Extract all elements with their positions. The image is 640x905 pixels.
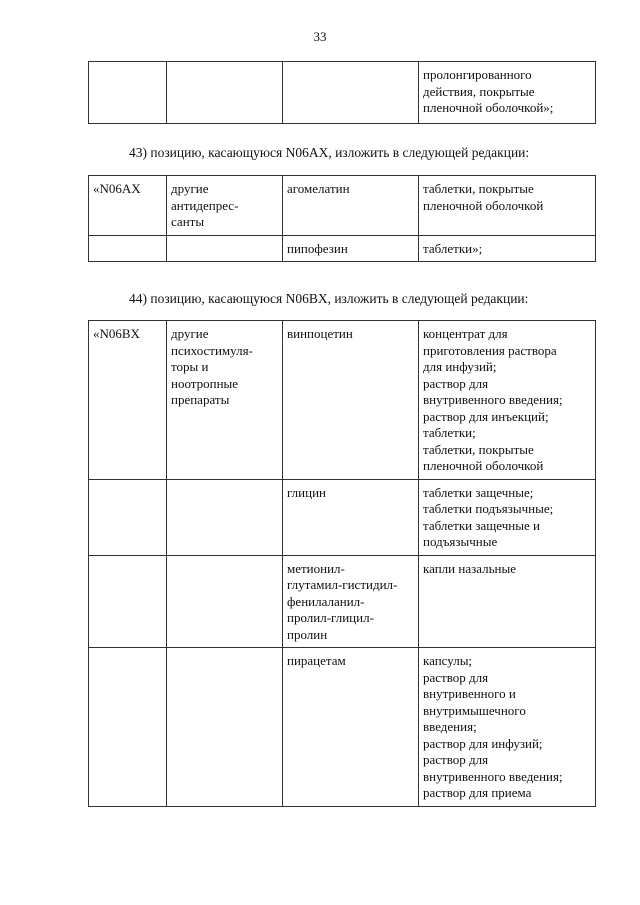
drug-name-cell: пипофезин [283,235,419,262]
atc-code-cell: «N06AX [89,176,167,236]
continuation-table [88,61,596,124]
drug-name-cell: винпоцетин [283,321,419,480]
table-row [89,62,596,124]
drug-name-cell: метионил- глутамил-гистидил- фенилаланил- пролил-глицил- пролин [283,555,419,648]
table-n06bx [88,320,596,807]
atc-code-cell [89,62,167,124]
group-name-cell [167,235,283,262]
amendment-paragraph-43: 43) позицию, касающуюся N06AX, изложить в следующей редакции: [129,145,530,160]
group-name-cell: другие антидепрес- санты [167,176,283,236]
dosage-form-cell: капли назальные [419,555,596,648]
table-row [89,235,596,262]
atc-code-cell [89,479,167,555]
dosage-form-cell: таблетки»; [419,235,596,262]
group-name-cell [167,555,283,648]
drug-name-cell [283,62,419,124]
group-name-cell [167,62,283,124]
dosage-form-cell: таблетки, покрытые пленочной оболочкой [419,176,596,236]
atc-code-cell: «N06BX [89,321,167,480]
table-row [89,176,596,236]
drug-name-cell: глицин [283,479,419,555]
group-name-cell [167,648,283,807]
table-row [89,648,596,807]
dosage-form-cell: капсулы; раствор для внутривенного и внутримышечного введения; раствор для инфузий; раствор для внутривенного введения; раствор для приема [419,648,596,807]
table-row [89,479,596,555]
group-name-cell: другие психостимуля- торы и ноотропные препараты [167,321,283,480]
atc-code-cell [89,648,167,807]
drug-name-cell: агомелатин [283,176,419,236]
dosage-form-cell: концентрат для приготовления раствора для инфузий; раствор для внутривенного введения; раствор для инъекций; таблетки; таблетки, покрытые пленочной оболочкой [419,321,596,480]
table-n06ax [88,175,596,262]
amendment-paragraph-44: 44) позицию, касающуюся N06BX, изложить в следующей редакции: [129,291,529,306]
table-row [89,321,596,480]
drug-name-cell: пирацетам [283,648,419,807]
table-row [89,555,596,648]
atc-code-cell [89,235,167,262]
atc-code-cell [89,555,167,648]
page-number: 33 [313,29,327,44]
dosage-form-cell: пролонгированного действия, покрытые пленочной оболочкой»; [419,62,596,124]
group-name-cell [167,479,283,555]
dosage-form-cell: таблетки защечные; таблетки подъязычные; таблетки защечные и подъязычные [419,479,596,555]
